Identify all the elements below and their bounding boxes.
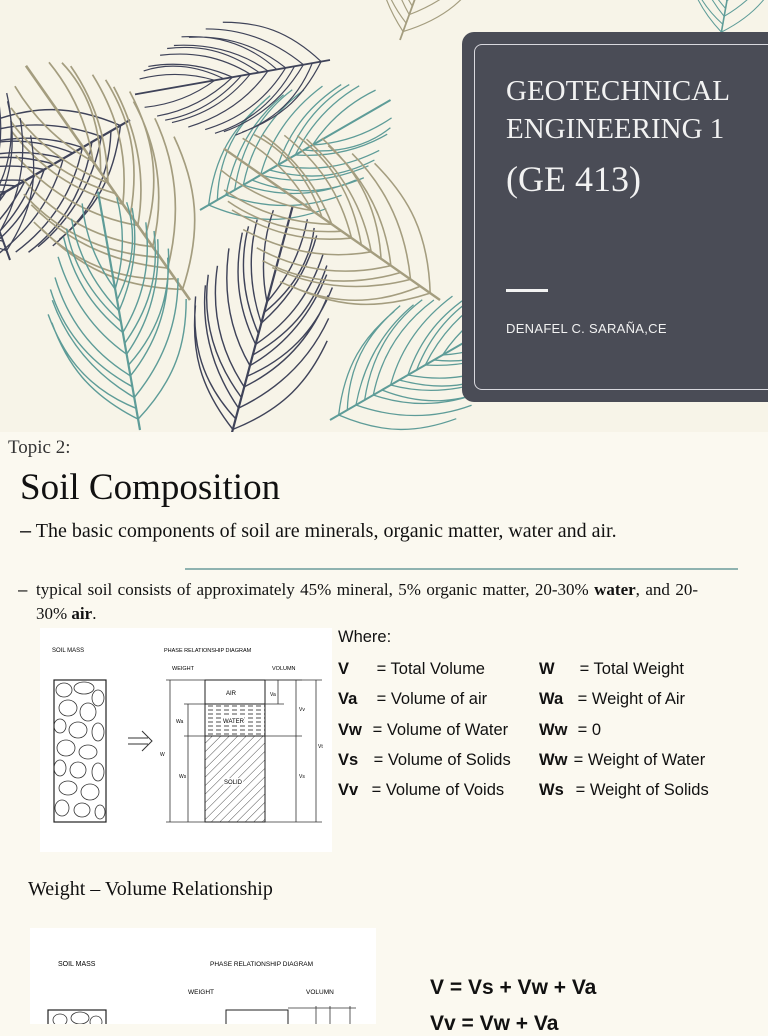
legend-row (338, 690, 487, 709)
legend-row (539, 721, 601, 740)
bullet-typical-soil-text (18, 578, 698, 626)
legend-definition: = Volume of air (376, 690, 488, 708)
legend-definition: = Weight of Air (577, 690, 686, 708)
soil-mass-label: SOIL MASS (58, 961, 96, 968)
arrow-icon (128, 731, 152, 751)
vt-label: Vt (318, 744, 323, 750)
air-emphasis: air (71, 604, 93, 623)
equation-volume: V = Vs + Vw + Va (430, 976, 597, 999)
legend-row (338, 660, 485, 679)
topic-label: Topic 2: (8, 437, 71, 458)
legend-symbol: Va (338, 690, 358, 708)
legend-symbol: Vw (338, 721, 362, 739)
legend-row (338, 781, 504, 800)
bullet-components (20, 520, 617, 543)
air-phase (226, 1010, 288, 1024)
legend-row (539, 781, 709, 800)
w-label: W (160, 752, 165, 758)
legend-definition: = Volume of Water (372, 721, 509, 739)
title-divider (506, 289, 548, 292)
soil-mass-label: SOIL MASS (52, 648, 85, 654)
volume-label: VOLUMN (272, 666, 296, 672)
legend-definition: = 0 (577, 721, 601, 739)
feather (125, 5, 340, 151)
typical-soil-text-mid: , and 20-30% (36, 580, 698, 623)
legend-row (539, 751, 705, 770)
vs-label: Vs (299, 774, 305, 780)
legend-symbol: Ww (539, 721, 568, 739)
legend-definition: = Total Volume (376, 660, 485, 678)
course-title (506, 72, 730, 148)
weight-label: WEIGHT (188, 989, 214, 996)
course-title-line1: GEOTECHNICAL (506, 75, 730, 107)
wa-label: Wa (176, 719, 184, 725)
legend-where: Where: (338, 628, 392, 646)
weight-volume-heading: Weight – Volume Relationship (28, 878, 273, 900)
weight-dimensions (166, 680, 205, 822)
phase-diagram-title: PHASE RELATIONSHIP DIAGRAM (164, 648, 252, 654)
volume-label: VOLUMN (306, 989, 334, 996)
typical-soil-text-end: . (92, 604, 97, 623)
legend-definition: = Total Weight (579, 660, 685, 678)
volume-dimensions (288, 1006, 356, 1024)
feather (180, 88, 483, 363)
bullet-dash: – (20, 520, 32, 542)
air-label: AIR (226, 691, 237, 697)
legend-row (539, 660, 684, 679)
legend-symbol: W (539, 660, 555, 678)
legend-symbol: V (338, 660, 350, 678)
phase-diagram-2 (30, 928, 376, 1024)
typical-soil-text-start: typical soil consists of approximately 45% mineral, 5% organic matter, 20-30% (36, 580, 595, 599)
feather (29, 180, 208, 432)
solid-label: SOLID (224, 780, 243, 786)
weight-label: WEIGHT (172, 666, 194, 672)
legend-definition: = Weight of Water (573, 751, 706, 769)
legend-symbol: Ww (539, 751, 568, 769)
legend-definition: = Volume of Solids (373, 751, 511, 769)
legend-row (338, 721, 508, 740)
bullet-dash: – (18, 580, 28, 599)
legend-definition: = Weight of Solids (575, 781, 709, 799)
course-title-line2: ENGINEERING 1 (506, 113, 725, 145)
phase-diagram (40, 628, 332, 852)
va-label: Va (270, 692, 276, 698)
legend-symbol: Wa (539, 690, 564, 708)
vv-label: Vv (299, 707, 305, 713)
legend-definition: = Volume of Voids (371, 781, 505, 799)
water-emphasis: water (594, 580, 636, 599)
course-code: (GE 413) (506, 159, 641, 199)
soil-mass-block (54, 680, 106, 822)
legend-row (338, 751, 511, 770)
legend-symbol: Ws (539, 781, 564, 799)
water-label: WATER (223, 719, 244, 725)
solid-phase (205, 736, 265, 822)
section-heading: Soil Composition (20, 467, 281, 508)
volume-dimensions (265, 680, 322, 822)
author-name: DENAFEL C. SARAÑA,CE (506, 321, 667, 336)
bullet-components-text: The basic components of soil are minerals, organic matter, water and air. (35, 520, 617, 542)
legend-row (539, 690, 685, 709)
section-rule (185, 568, 738, 570)
legend-symbol: Vv (338, 781, 359, 799)
legend-symbol: Vs (338, 751, 359, 769)
phase-diagram-title: PHASE RELATIONSHIP DIAGRAM (210, 961, 314, 968)
equation-voids: Vv = Vw + Va (430, 1012, 559, 1035)
ws-label: Ws (179, 774, 187, 780)
bullet-typical-soil (18, 578, 698, 626)
